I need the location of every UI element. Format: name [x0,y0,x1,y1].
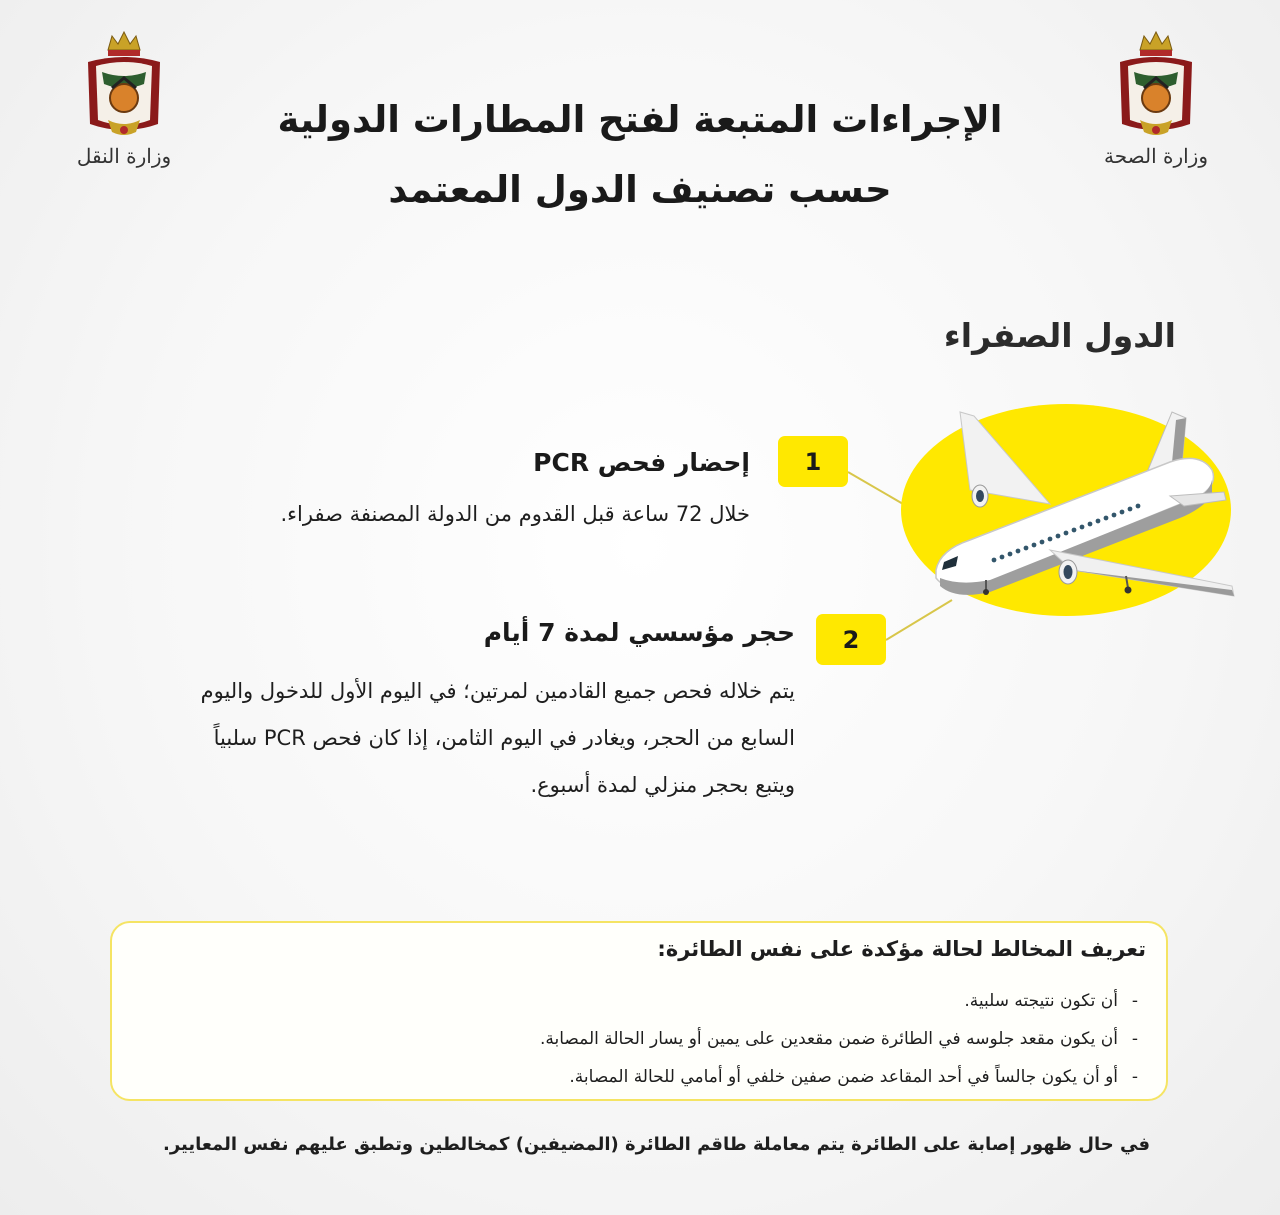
step-1-badge: 1 [778,436,848,487]
ministry-health-caption: وزارة الصحة [1104,144,1208,168]
coat-of-arms-icon [78,28,170,140]
step-2-text-line: يتم خلاله فحص جميع القادمين لمرتين؛ في اليوم الأول للدخول واليوم [200,679,795,703]
page-title: الإجراءات المتبعة لفتح المطارات الدولية [277,98,1003,141]
step-2-badge: 2 [816,614,886,665]
contact-definition-title: تعريف المخالط لحالة مؤكدة على نفس الطائرة: [657,937,1146,961]
ministry-health-logo [1096,28,1216,168]
ministry-transport-logo [64,28,184,168]
section-heading: الدول الصفراء [943,316,1176,355]
list-item-text: أو أن يكون جالساً في أحد المقاعد ضمن صفين خلفي أو أمامي للحالة المصابة. [569,1067,1118,1087]
bullet-dash: - [1131,1067,1139,1087]
list-item-text: أن يكون مقعد جلوسه في الطائرة ضمن مقعدين على يمين أو يسار الحالة المصابة. [539,1029,1118,1049]
contact-definition-list [540,982,1140,1096]
step-2-text-line: السابع من الحجر، ويغادر في اليوم الثامن، إذا كان فحص PCR سلبياً [213,726,795,750]
bullet-dash: - [1131,991,1139,1011]
list-item [540,1058,1140,1096]
list-item-text: أن تكون نتيجته سلبية. [964,991,1118,1011]
page-subtitle: حسب تصنيف الدول المعتمد [388,168,892,211]
coat-of-arms-icon [1110,28,1202,140]
list-item [540,1020,1140,1058]
connector-line-2 [886,600,952,640]
ministry-transport-caption: وزارة النقل [76,144,172,168]
connector-line-1 [848,472,910,508]
step-2-text-line: ويتبع بحجر منزلي لمدة أسبوع. [530,773,795,797]
step-1-title: إحضار فحص PCR [533,448,750,477]
footer-note: في حال ظهور إصابة على الطائرة يتم معاملة طاقم الطائرة (المضيفين) كمخالطين وتطبق عليهم نفس المعايير. [163,1134,1150,1155]
bullet-dash: - [1131,1029,1139,1049]
airplane-illustration [840,400,1260,660]
step-1-text: خلال 72 ساعة قبل القدوم من الدولة المصنفة صفراء. [280,502,750,526]
list-item [540,982,1140,1020]
step-2-title: حجر مؤسسي لمدة 7 أيام [483,618,795,647]
step-2-text [75,668,795,809]
